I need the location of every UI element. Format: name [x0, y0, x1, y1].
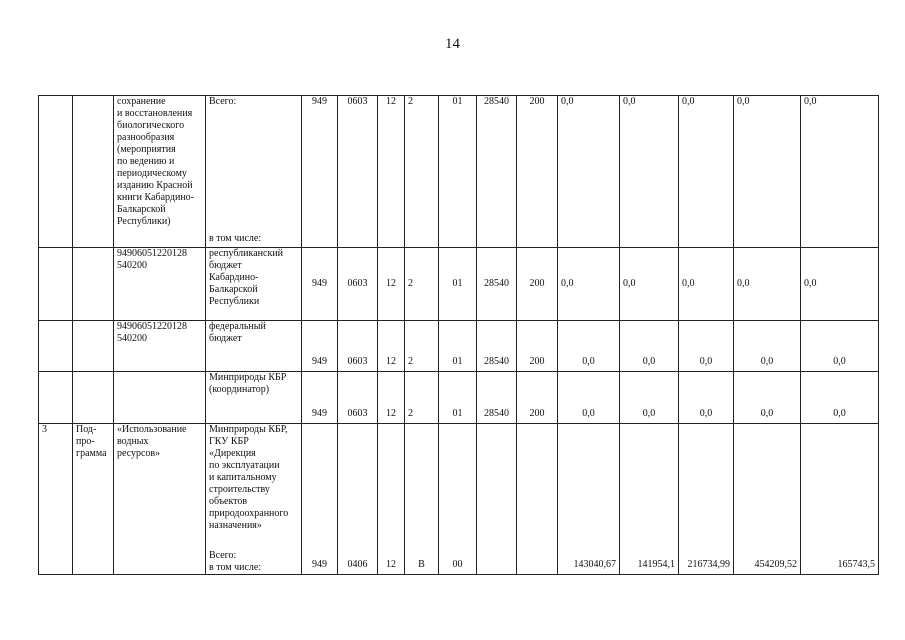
- grbs-cell: 949: [302, 424, 338, 575]
- value-cell-4: 454209,52: [734, 424, 801, 575]
- source-total-label: Всего: в том числе:: [209, 550, 262, 573]
- type-cell: Под- про- грамма: [73, 424, 114, 575]
- rzpr-cell: 0406: [338, 424, 378, 575]
- name-cell: 94906051220128 540200: [114, 248, 206, 321]
- name-cell: 94906051220128 540200: [114, 321, 206, 372]
- gp-cell: 12: [378, 424, 405, 575]
- value-cell-2: 0,0: [620, 321, 679, 372]
- row-number-cell: [39, 248, 73, 321]
- value-cell-5: 0,0: [801, 321, 879, 372]
- gp-cell: 12: [378, 248, 405, 321]
- pgp-cell: 2: [405, 372, 439, 424]
- value-cell-3: 0,0: [679, 96, 734, 248]
- name-cell: сохранение и восстановления биологического разнообразия (мероприятия по ведению и периодическому изданию Красной книги Кабардино- Балкарской Республики): [114, 96, 206, 248]
- pgp-cell: 2: [405, 248, 439, 321]
- code-cell: 28540: [477, 96, 517, 248]
- om-cell: 01: [439, 96, 477, 248]
- row-number-cell: [39, 321, 73, 372]
- value-cell-5: 165743,5: [801, 424, 879, 575]
- pgp-cell: В: [405, 424, 439, 575]
- grbs-cell: 949: [302, 321, 338, 372]
- type-cell: [73, 248, 114, 321]
- value-cell-2: 0,0: [620, 372, 679, 424]
- value-cell-1: 143040,67: [558, 424, 620, 575]
- vr-cell: 200: [517, 96, 558, 248]
- source-cell: Минприроды КБР (координатор): [206, 372, 302, 424]
- value-cell-3: 0,0: [679, 321, 734, 372]
- grbs-cell: 949: [302, 372, 338, 424]
- page-number: 14: [445, 36, 460, 52]
- table-row: [39, 96, 879, 248]
- om-cell: 01: [439, 321, 477, 372]
- row-number-cell: [39, 372, 73, 424]
- gp-cell: 12: [378, 96, 405, 248]
- value-cell-4: 0,0: [734, 372, 801, 424]
- name-cell: [114, 372, 206, 424]
- type-cell: [73, 321, 114, 372]
- code-cell: 28540: [477, 321, 517, 372]
- grbs-cell: 949: [302, 96, 338, 248]
- type-cell: [73, 96, 114, 248]
- gp-cell: 12: [378, 372, 405, 424]
- om-cell: 01: [439, 372, 477, 424]
- table-row: [39, 248, 879, 321]
- code-cell: 28540: [477, 248, 517, 321]
- value-cell-1: 0,0: [558, 248, 620, 321]
- value-cell-1: 0,0: [558, 321, 620, 372]
- code-cell: 28540: [477, 372, 517, 424]
- source-total-label: Всего:: [209, 96, 237, 107]
- value-cell-3: 216734,99: [679, 424, 734, 575]
- table-row: [39, 424, 879, 575]
- row-number-cell: 3: [39, 424, 73, 575]
- rzpr-cell: 0603: [338, 248, 378, 321]
- rzpr-cell: 0603: [338, 321, 378, 372]
- pgp-cell: 2: [405, 321, 439, 372]
- gp-cell: 12: [378, 321, 405, 372]
- value-cell-4: 0,0: [734, 321, 801, 372]
- value-cell-5: 0,0: [801, 248, 879, 321]
- source-agency-label: Минприроды КБР, ГКУ КБР «Дирекция по эксплуатации и капитальному строительству объектов природоохранного назначения»: [209, 424, 289, 531]
- value-cell-5: 0,0: [801, 372, 879, 424]
- value-cell-2: 0,0: [620, 248, 679, 321]
- source-cell: федеральный бюджет: [206, 321, 302, 372]
- source-cell: [206, 96, 302, 248]
- vr-cell: 200: [517, 321, 558, 372]
- row-number-cell: [39, 96, 73, 248]
- vr-cell: 200: [517, 248, 558, 321]
- om-cell: 01: [439, 248, 477, 321]
- source-cell: республиканский бюджет Кабардино- Балкарской Республики: [206, 248, 302, 321]
- rzpr-cell: 0603: [338, 96, 378, 248]
- value-cell-1: 0,0: [558, 96, 620, 248]
- value-cell-5: 0,0: [801, 96, 879, 248]
- rzpr-cell: 0603: [338, 372, 378, 424]
- om-cell: 00: [439, 424, 477, 575]
- vr-cell: 200: [517, 372, 558, 424]
- source-cell: [206, 424, 302, 575]
- grbs-cell: 949: [302, 248, 338, 321]
- code-cell: [477, 424, 517, 575]
- name-cell: «Использование водных ресурсов»: [114, 424, 206, 575]
- table-row: [39, 321, 879, 372]
- pgp-cell: 2: [405, 96, 439, 248]
- value-cell-2: 141954,1: [620, 424, 679, 575]
- value-cell-4: 0,0: [734, 248, 801, 321]
- value-cell-2: 0,0: [620, 96, 679, 248]
- type-cell: [73, 372, 114, 424]
- table-row: [39, 372, 879, 424]
- value-cell-3: 0,0: [679, 248, 734, 321]
- budget-table: [38, 95, 879, 575]
- value-cell-1: 0,0: [558, 372, 620, 424]
- source-including-label: в том числе:: [209, 233, 262, 244]
- value-cell-3: 0,0: [679, 372, 734, 424]
- value-cell-4: 0,0: [734, 96, 801, 248]
- vr-cell: [517, 424, 558, 575]
